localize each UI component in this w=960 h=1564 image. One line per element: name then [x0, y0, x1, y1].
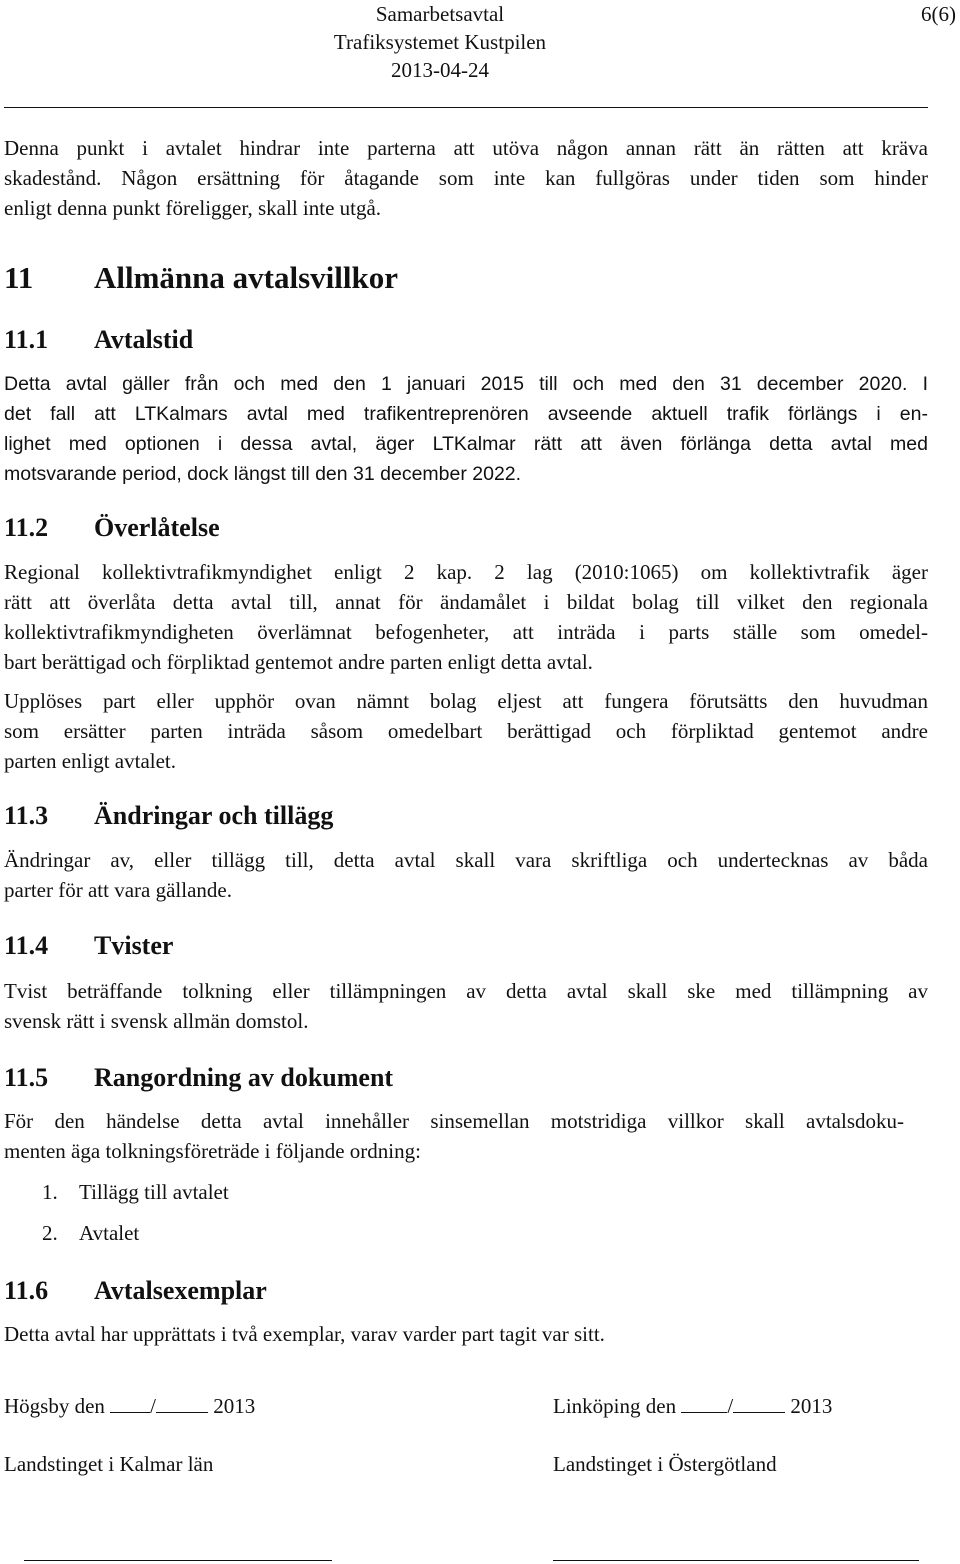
subsection-number: 11.1	[4, 325, 49, 354]
subsection-heading-11-1	[4, 324, 193, 356]
text-line: För den händelse detta avtal innehåller sinsemellan motstridiga villkor skall avtalsdoku-	[4, 1109, 904, 1133]
section-number: 11	[4, 260, 34, 295]
subsection-title: Ändringar och tillägg	[94, 801, 334, 830]
signature-place: Högsby den	[4, 1394, 105, 1418]
list-item	[42, 1177, 229, 1207]
date-day-blank	[110, 1392, 150, 1413]
subsection-title: Avtalstid	[94, 325, 194, 354]
subsection-number: 11.4	[4, 931, 49, 960]
signature-line-right	[553, 1560, 919, 1561]
subsection-title: Avtalsexemplar	[94, 1276, 267, 1305]
andringar-paragraph	[4, 845, 928, 905]
overlatelse-paragraph-1	[4, 557, 928, 677]
text-line: rätt att överlåta detta avtal till, annat för ändamålet i bildat bolag till vilket den regionala	[4, 590, 928, 614]
list-number: 1.	[42, 1180, 58, 1204]
signature-place: Linköping den	[553, 1394, 677, 1418]
subsection-heading-11-5	[4, 1062, 393, 1094]
subsection-title: Rangordning av dokument	[94, 1063, 394, 1092]
signature-place-date-left	[4, 1391, 255, 1421]
subsection-number: 11.3	[4, 801, 49, 830]
subsection-title: Överlåtelse	[94, 513, 220, 542]
subsection-number: 11.5	[4, 1063, 49, 1092]
header-date: 2013-04-24	[391, 58, 489, 82]
date-month-blank	[733, 1392, 785, 1413]
subsection-number: 11.6	[4, 1276, 49, 1305]
date-slash: /	[727, 1394, 734, 1418]
tvister-paragraph	[4, 976, 928, 1036]
text-line: bart berättigad och förpliktad gentemot andre parten enligt detta avtal.	[4, 650, 593, 674]
subsection-number: 11.2	[4, 513, 49, 542]
section-title: Allmänna avtalsvillkor	[94, 260, 399, 295]
text-line: det fall att LTKalmars avtal med trafikentreprenören avseende aktuell trafik förlängs i en-	[4, 403, 928, 425]
signature-party-left: Landstinget i Kalmar län	[4, 1452, 214, 1476]
header-title: Samarbetsavtal	[375, 2, 505, 26]
header-subtitle: Trafiksystemet Kustpilen	[333, 30, 547, 54]
list-item	[42, 1218, 139, 1248]
signature-year: 2013	[213, 1394, 256, 1418]
section-heading-11	[4, 260, 398, 296]
date-slash: /	[150, 1394, 157, 1418]
text-line: motsvarande period, dock längst till den 31 december 2022.	[4, 463, 522, 485]
subsection-heading-11-6	[4, 1275, 267, 1307]
header-rule	[4, 107, 928, 108]
text-line: Denna punkt i avtalet hindrar inte parterna att utöva någon annan rätt än rätten att kräva	[4, 136, 928, 160]
subsection-heading-11-3	[4, 800, 333, 832]
text-line: enligt denna punkt föreligger, skall inte utgå.	[4, 196, 382, 220]
date-month-blank	[156, 1392, 208, 1413]
signature-place-date-right	[553, 1391, 832, 1421]
list-number: 2.	[42, 1221, 58, 1245]
signature-year: 2013	[790, 1394, 833, 1418]
avtalsexemplar-paragraph	[4, 1319, 928, 1349]
text-line: skadestånd. Någon ersättning för åtagande som inte kan fullgöras under tiden som hinder	[4, 166, 928, 190]
subsection-title: Tvister	[94, 931, 174, 960]
text-line: Tvist beträffande tolkning eller tillämpningen av detta avtal skall ske med tillämpning av	[4, 979, 928, 1003]
text-line: Ändringar av, eller tillägg till, detta avtal skall vara skriftliga och undertecknas av båda	[4, 848, 928, 872]
overlatelse-paragraph-2	[4, 686, 928, 776]
rangordning-paragraph	[4, 1106, 904, 1166]
text-line: menten äga tolkningsföreträde i följande ordning:	[4, 1139, 421, 1163]
list-text: Avtalet	[79, 1221, 140, 1245]
avtalstid-paragraph	[4, 369, 928, 489]
text-line: svensk rätt i svensk allmän domstol.	[4, 1009, 309, 1033]
subsection-heading-11-2	[4, 512, 220, 544]
signature-party-right: Landstinget i Östergötland	[553, 1452, 777, 1476]
text-line: parter för att vara gällande.	[4, 878, 232, 902]
text-line: som ersätter parten inträda såsom omedelbart berättigad och förpliktad gentemot andre	[4, 719, 928, 743]
list-text: Tillägg till avtalet	[79, 1180, 229, 1204]
text-line: Regional kollektivtrafikmyndighet enligt 2 kap. 2 lag (2010:1065) om kollektivtrafik äger	[4, 560, 928, 584]
text-line: parten enligt avtalet.	[4, 749, 177, 773]
text-line: Detta avtal har upprättats i två exemplar, varav varder part tagit var sitt.	[4, 1322, 605, 1346]
text-line: lighet med optionen i dessa avtal, äger LTKalmar rätt att även förlänga detta avtal med	[4, 433, 928, 455]
text-line: Upplöses part eller upphör ovan nämnt bolag eljest att fungera förutsätts den huvudman	[4, 689, 928, 713]
signature-line-left	[24, 1560, 332, 1561]
date-day-blank	[681, 1392, 727, 1413]
intro-paragraph	[4, 133, 928, 223]
subsection-heading-11-4	[4, 930, 173, 962]
text-line: Detta avtal gäller från och med den 1 januari 2015 till och med den 31 december 2020. I	[4, 373, 928, 395]
page-number: 6(6)	[921, 2, 956, 26]
text-line: kollektivtrafikmyndigheten överlämnat befogenheter, att inträda i parts ställe som omedel-	[4, 620, 928, 644]
